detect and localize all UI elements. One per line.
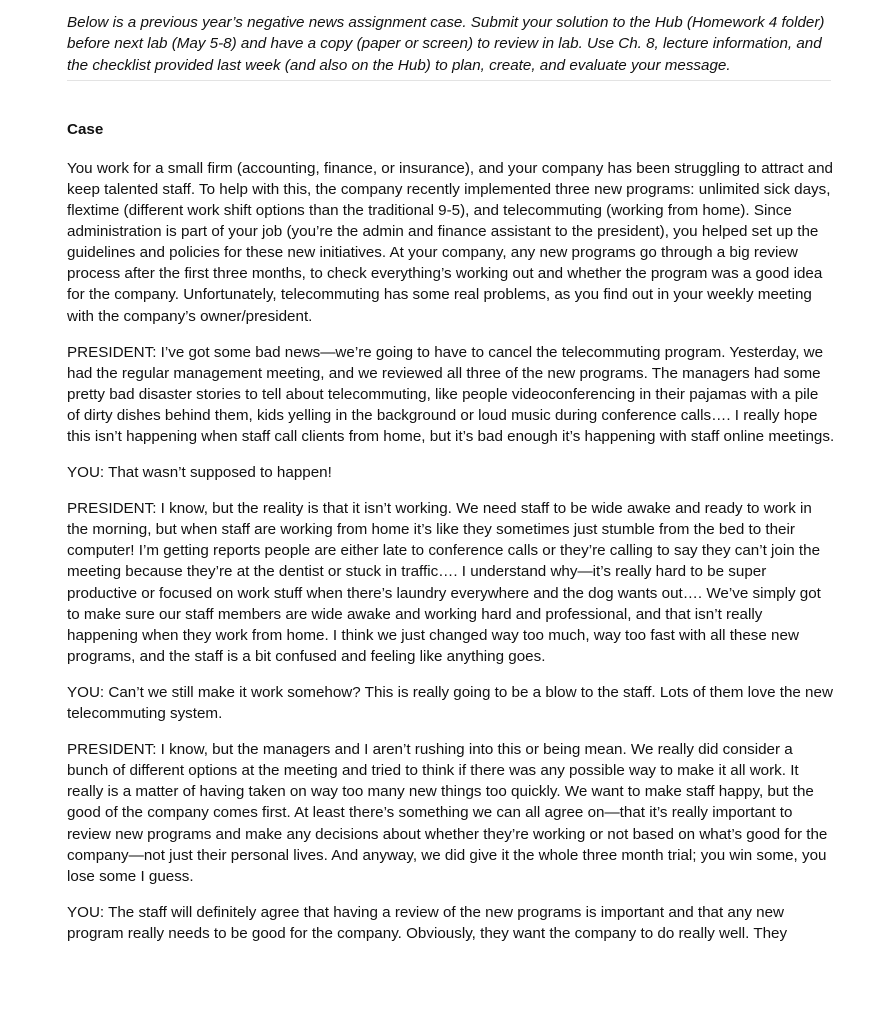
document-page — [67, 12, 835, 944]
dialogue-president-decision: PRESIDENT: I know, but the managers and I aren’t rushing into this or being mean. We really did consider a bunch of different options at the meeting and tried to think if there was any possible way to make it all work. It really is a matter of having taken on way too many new things too quickly. We want to make staff happy, but the good of the company comes first. At least there’s something we can all agree on—that it’s really important to review new programs and make any decisions about whether they’re working or not based on what’s good for the company—not just their personal lives. And anyway, we did give it the whole three month trial; you win some, you lose some I guess. — [67, 741, 828, 885]
dialogue-president-reality: PRESIDENT: I know, but the reality is that it isn’t working. We need staff to be wide awake and ready to work in the morning, but when staff are working from home it’s like they sometimes just stumble from the bed to their computer! I’m getting reports people are either late to conference calls or they’re calling to say they can’t join the meeting because they’re at the dentist or stuck in traffic…. I understand why—it’s really hard to be super productive or focused on work stuff when there’s laundry everywhere and the dog wants out…. We’ve simply got to make sure our staff members are wide awake and working hard and professional, and that isn’t really happening when they work from home. I think we just changed way too much, way too fast with all these new programs, and the staff is a bit confused and feeling like anything goes. — [67, 500, 821, 665]
assignment-instructions: Below is a previous year’s negative news assignment case. Submit your solution to the Hub (Homework 4 folder) before next lab (May 5-8) and have a copy (paper or screen) to review in lab. Use Ch. 8, lecture information, and the checklist provided last week (and also on the Hub) to plan, create, and evaluate your message. — [67, 12, 831, 81]
case-heading: Case — [67, 120, 104, 138]
case-paragraph-setup: You work for a small firm (accounting, finance, or insurance), and your company has been struggling to attract and keep talented staff. To help with this, the company recently implemented three new programs: unlimited sick days, flextime (different work shift options than the traditional 9-5), and telecommuting (working from home). Since administration is part of your job (you’re the admin and finance assistant to the president), you helped set up the guidelines and policies for these new initiatives. At your company, any new programs go through a big review process after the first three months, to check everything’s working out and whether the program was a good idea for the company. Unfortunately, telecommuting has some real problems, as you find out in your weekly meeting with the company’s owner/president. — [67, 159, 833, 325]
dialogue-you-question: YOU: Can’t we still make it work somehow? This is really going to be a blow to the staff. Lots of them love the new telecommuting system. — [67, 683, 833, 723]
dialogue-president-bad-news: PRESIDENT: I’ve got some bad news—we’re going to have to cancel the telecommuting program. Yesterday, we had the regular management meeting, and we reviewed all three of the new programs. The managers had some pretty bad disaster stories to tell about telecommuting, like people videoconferencing in their pajamas with a pile of dirty dishes behind them, kids yelling in the background or loud music during conference calls…. I really hope this isn’t happening when staff call clients from home, but it’s bad enough it’s happening with staff online meetings. — [67, 343, 835, 446]
dialogue-you-reaction: YOU: That wasn’t supposed to happen! — [67, 464, 332, 482]
dialogue-you-agreement: YOU: The staff will definitely agree that having a review of the new programs is important and that any new program really needs to be good for the company. Obviously, they want the company to do really well. They — [67, 903, 788, 942]
